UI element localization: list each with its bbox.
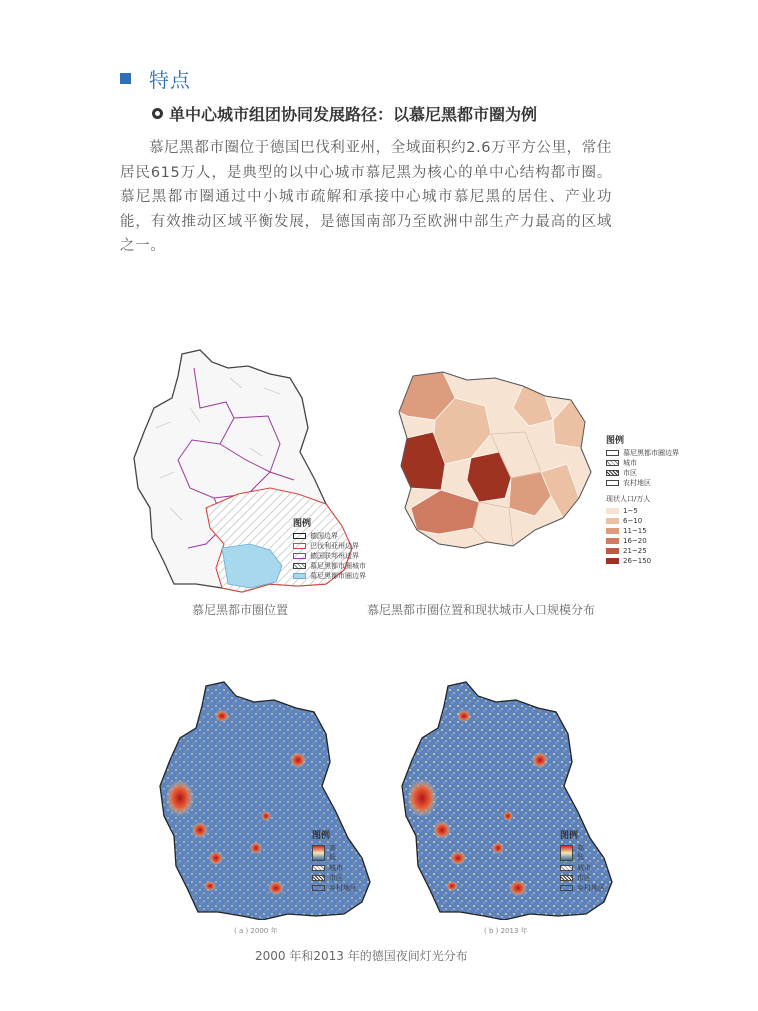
legend-item: 德国联邦州边界 (310, 552, 359, 560)
map3-sub-caption: ( a ) 2000 年 (234, 927, 278, 935)
legend-title: 图例 (293, 519, 312, 529)
legend-item: 慕尼黑都市圈城市 (310, 562, 366, 570)
legend-title: 图例 (560, 831, 579, 841)
legend-item: 慕尼黑都市圈边界 (623, 449, 679, 457)
section-title: 特点 (149, 68, 191, 92)
legend-item: 农村地区 (623, 479, 651, 487)
map1-caption: 慕尼黑都市圈位置 (192, 603, 289, 617)
legend-item: 乡村地区 (577, 884, 605, 892)
legend-high: 高 (577, 844, 584, 852)
map4-sub-caption: ( b ) 2013 年 (484, 927, 528, 935)
legend-item: 慕尼黑都市圈边界 (310, 572, 366, 580)
legend-low: 低 (329, 853, 336, 861)
legend-high: 高 (329, 844, 336, 852)
legend-item: 市区 (577, 874, 591, 882)
pop-swatch (606, 558, 619, 564)
legend-title: 图例 (606, 436, 625, 446)
legend-item: 城市 (329, 864, 343, 872)
legend-item: 16~20 (623, 537, 647, 545)
legend-item: 6~10 (623, 517, 643, 525)
body-paragraph: 慕尼黑都市圈位于德国巴伐利亚州，全域面积约2.6万平方公里，常住居民615万人，是典型的以中心城市慕尼黑为核心的单中心结构都市圈。慕尼黑都市圈通过中小城市疏解和承接中心城市慕尼黑的居住、产业功能，有效推动区域平衡发展，是德国南部乃至欧洲中部生产力最高的区域之一。 (120, 140, 612, 254)
legend-item: 城市 (577, 864, 591, 872)
legend-low: 低 (577, 853, 584, 861)
legend-item: 11~15 (623, 527, 647, 535)
legend-item: 德国边界 (310, 532, 338, 540)
square-bullet-icon (120, 73, 131, 84)
pop-swatch (606, 528, 619, 534)
munich-population-map (395, 368, 595, 553)
map1-legend (293, 516, 366, 581)
section-heading (120, 64, 191, 93)
legend-item: 乡村地区 (329, 884, 357, 892)
pop-swatch (606, 548, 619, 554)
subsection-title: 单中心城市组团协同发展路径：以慕尼黑都市圈为例 (169, 105, 538, 124)
map2-legend (606, 433, 679, 566)
legend-item: 巴伐利亚州边界 (310, 542, 359, 550)
pop-swatch (606, 508, 619, 514)
legend-item: 市区 (329, 874, 343, 882)
legend-title: 图例 (312, 831, 331, 841)
population-legend-title: 现状人口/万人 (606, 495, 651, 503)
map4-legend (560, 828, 605, 893)
pop-swatch (606, 518, 619, 524)
map2-caption: 慕尼黑都市圈位置和现状城市人口规模分布 (367, 603, 596, 617)
bottom-caption: 2000 年和2013 年的德国夜间灯光分布 (255, 949, 468, 963)
subsection-heading (152, 102, 537, 125)
legend-item: 26~150 (623, 557, 652, 565)
legend-item: 1~5 (623, 507, 638, 515)
pop-swatch (606, 538, 619, 544)
map3-legend (312, 828, 357, 893)
legend-item: 市区 (623, 469, 637, 477)
legend-item: 21~25 (623, 547, 647, 555)
legend-item: 城市 (623, 459, 637, 467)
ring-bullet-icon (152, 108, 163, 119)
munich-metro-map (395, 368, 595, 553)
